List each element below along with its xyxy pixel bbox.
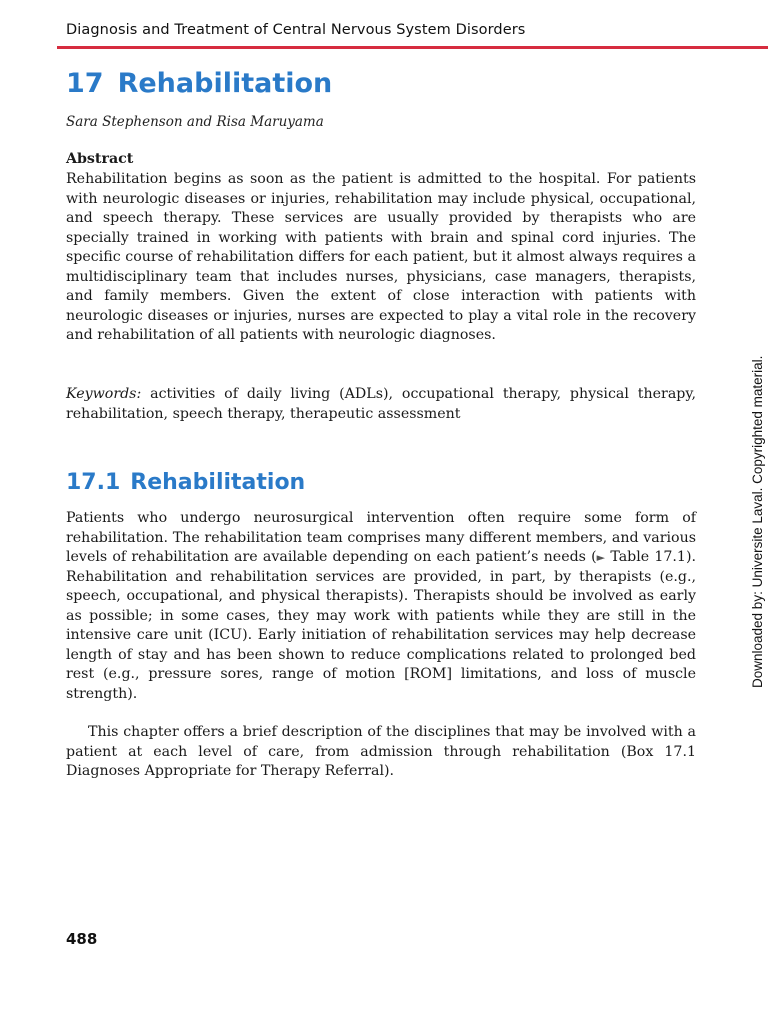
- abstract-heading: Abstract: [66, 151, 134, 167]
- chapter-title: [66, 68, 332, 99]
- body-paragraph-2: This chapter offers a brief description of the disciplines that may be involved with a patient at each level of care, from admission through rehabilitation (Box 17.1 Diagnoses Appropriate for Therapy Referral).: [66, 724, 696, 779]
- chapter-authors: Sara Stephenson and Risa Maruyama: [66, 114, 324, 130]
- abstract-body: Rehabilitation begins as soon as the patient is admitted to the hospital. For patients with neurologic diseases or injuries, rehabilitation may include physical, occupational, and speech therapy. These services are usually provided by therapists who are specially trained in working with patients with brain and spinal cord injuries. The specific course of rehabilitation differs for each patient, but it almost always requires a multidisciplinary team that includes nurses, physicians, case managers, therapists, and family members. Given the extent of close interaction with patients with neurologic diseases or injuries, nurses are expected to play a vital role in the recovery and rehabilitation of all patients with neurologic diagnoses.: [66, 171, 696, 343]
- table-ref-arrow-icon[interactable]: ►: [596, 551, 606, 564]
- page-number: 488: [66, 930, 98, 948]
- section-title-text: Rehabilitation: [130, 470, 306, 495]
- keywords-label: Keywords:: [66, 386, 142, 402]
- para1-text-b: Table 17.1). Rehabilitation and rehabilitation services are provided, in part, by therapists (e.g., speech, occupational, and physical therapists). Therapists should be involved as early as possible; in some cases, they may work with patients while they are still in the intensive care unit (ICU). Early initiation of rehabilitation services may help decrease length of stay and has been shown to reduce complications related to prolonged bed rest (e.g., pressure sores, range of motion [ROM] limitations, and loss of muscle strength).: [66, 549, 696, 702]
- body-paragraph-1: [66, 509, 696, 704]
- chapter-title-text: Rehabilitation: [117, 68, 333, 99]
- download-watermark: Downloaded by: Universite Laval. Copyrighted material.: [750, 355, 765, 688]
- chapter-number: 17: [66, 68, 104, 99]
- header-rule: [57, 46, 768, 49]
- section-title: [66, 470, 305, 495]
- section-number: 17.1: [66, 470, 121, 495]
- keywords-text: activities of daily living (ADLs), occupational therapy, physical therapy, rehabilitation, speech therapy, therapeutic assessment: [66, 386, 697, 422]
- running-header: Diagnosis and Treatment of Central Nervous System Disorders: [66, 22, 526, 38]
- para1-text-a: Patients who undergo neurosurgical intervention often require some form of rehabilitation. The rehabilitation team comprises many different members, and various levels of rehabilitation are available depending on each patient’s needs (: [66, 510, 696, 565]
- keywords: [66, 385, 696, 424]
